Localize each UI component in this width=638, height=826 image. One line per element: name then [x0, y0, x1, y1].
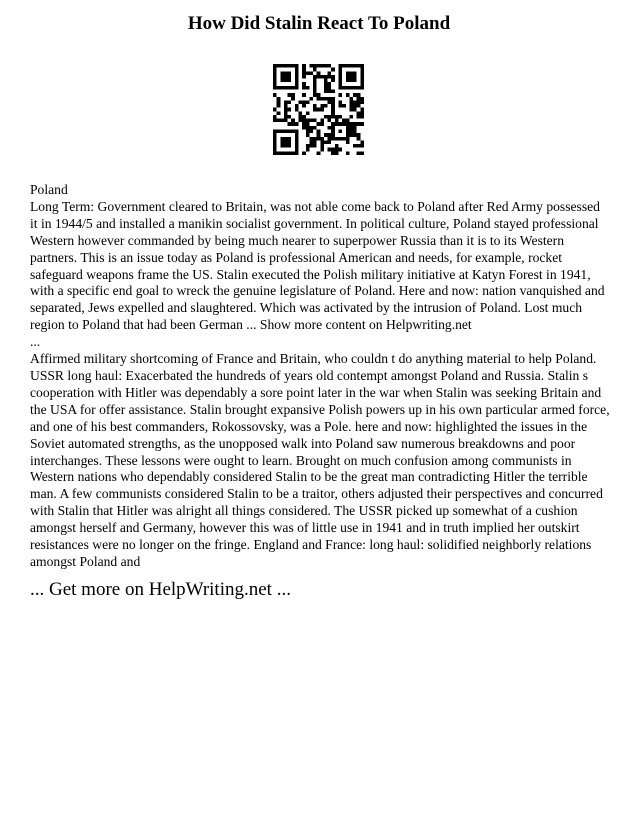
page-title: How Did Stalin React To Poland	[187, 13, 451, 34]
paragraph: Affirmed military shortcoming of France and Britain, who couldn t do anything material to help Poland. USSR long haul: Exacerbated the hundreds of years old contempt amongst Poland and Russia. Stalin s cooperation with Hitler was dependably a sore point later in the war when Stalin was seeking Britain and the USA for offer assistance. Stalin brought expansive Polish powers up in his own particular armed force, and one of his best commanders, Rokossovsky, was a Pole. here and now: highlighted the issues in the Soviet automated strengths, as the unopposed walk into Poland saw numerous breakdowns and poor interchanges. These lessons were ought to learn. Brought on much confusion among communists in Western nations who dependably considered Stalin to be the great man contradicting Hitler the terrible man. A few communists considered Stalin to be a traitor, others adjusted their perspectives and concurred with Stalin that Hitler was alright all things considered. The USSR picked up somewhat of a cushion amongst herself and Germany, however this was of little use in 1941 and in truth implied her outskirt resistances were no longer on the fringe. England and France: long haul: solidified neighborly relations amongst Poland and	[30, 351, 610, 569]
paragraph-ellipsis: ...	[30, 334, 41, 350]
paragraph: Long Term: Government cleared to Britain, was not able come back to Poland after Red Army possessed it in 1944/5 and installed a manikin socialist government. In political culture, Poland stayed professional Western however commanded by being much nearer to superpower Russia than it is to its Western partners. This is an issue today as Poland is professional American and needs, for example, rocket safeguard weapons frame the US. Stalin executed the Polish military initiative at Katyn Forest in 1941, with a specific end goal to wreck the genuine legislature of Poland. Here and now: nation vanquished and separated, Jews expelled and slaughtered. Which was activated by the intrusion of Poland. Lost much region to Poland that had been German ... Show more content on Helpwriting.net	[30, 198, 605, 333]
qr-code-icon	[273, 64, 364, 155]
article-body	[30, 182, 610, 571]
paragraph-heading: Poland	[30, 182, 68, 197]
get-more-link[interactable]: ... Get more on HelpWriting.net ...	[30, 579, 291, 600]
